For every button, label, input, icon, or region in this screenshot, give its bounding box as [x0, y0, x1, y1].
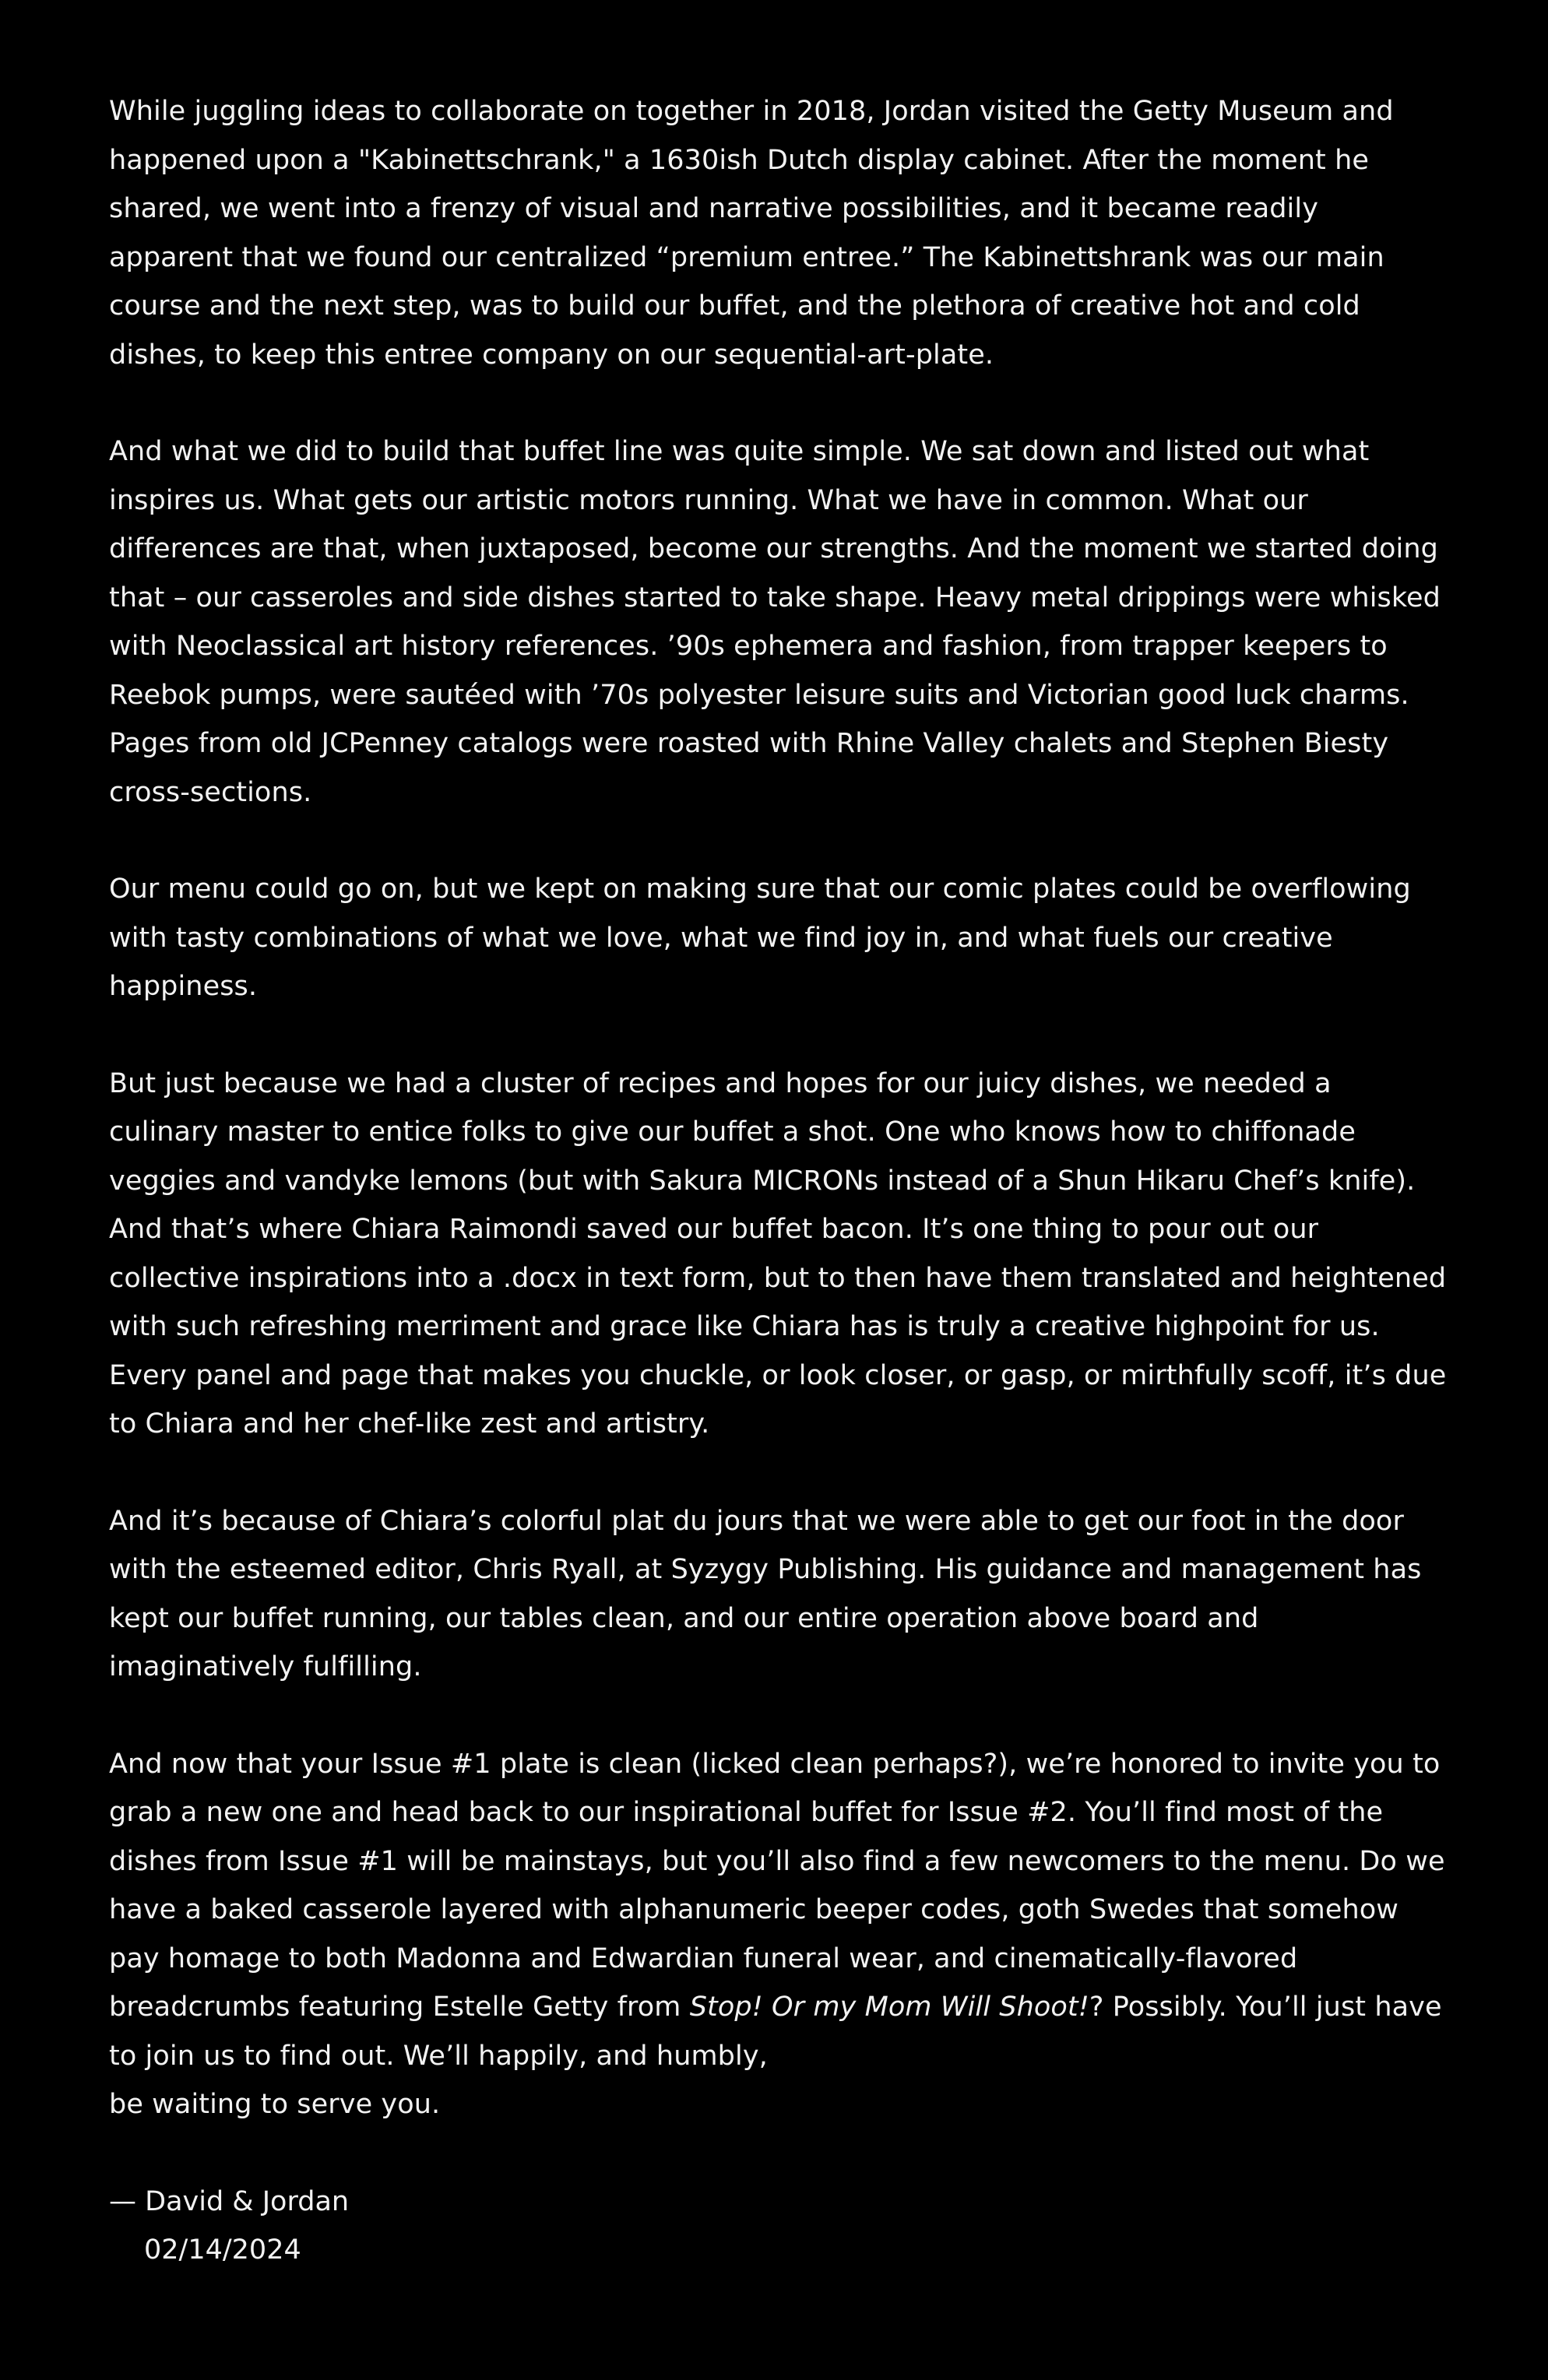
closing-text-part2: ? Possibly. You’ll just have to join us to find out. We’ll happily, and humbly,	[109, 1992, 1442, 2072]
paragraph-3: Our menu could go on, but we kept on making sure that our comic plates could be overflowing with tasty combinations of what we love, what we find joy in, and what fuels our creative happiness.	[109, 874, 1411, 1002]
paragraph-4: But just because we had a cluster of recipes and hopes for our juicy dishes, we needed a culinary master to entice folks to give our buffet a shot. One who knows how to chiffonade veggies and vandyke lemons (but with Sakura MICRONs instead of a Shun Hikaru Chef’s knife). And that’s where Chiara Raimondi saved our buffet bacon. It’s one thing to pour out our collective inspirations into a .docx in text form, but to then have them translated and heightened with such refreshing merriment and grace like Chiara has is truly a creative highpoint for us. Every panel and page that makes you chuckle, or look closer, or gasp, or mirthfully scoff, it’s due to Chiara and her chef-like zest and artistry.	[109, 1067, 1447, 1440]
paragraph-1: While juggling ideas to collaborate on together in 2018, Jordan visited the Getty Museum and happened upon a "Kabinettschrank," a 1630ish Dutch display cabinet. After the moment he shared, we went into a frenzy of visual and narrative possibilities, and it became readily apparent that we found our centralized “premium entree.” The Kabinettshrank was our main course and the next step, was to build our buffet, and the plethora of creative hot and cold dishes, to keep this entree company on our sequential-art-plate.	[109, 96, 1394, 371]
signature-date: 02/14/2024	[144, 2234, 301, 2266]
closing-text-part1: And now that your Issue #1 plate is clean (licked clean perhaps?), we’re honored to invite you to grab a new one and head back to our inspirational buffet for Issue #2. You’ll find most of the dishes from Issue #1 will be mainstays, but you’ll also find a few newcomers to the menu. Do we have a baked casserole layered with alphanumeric beeper codes, goth Swedes that somehow pay homage to both Madonna and Edwardian funeral wear, and cinematically-flavored breadcrumbs featuring Estelle Getty from	[109, 1748, 1445, 2023]
signature-block	[109, 2178, 1448, 2275]
film-title: Stop! Or my Mom Will Shoot!	[689, 1992, 1089, 2023]
signature-name: — David & Jordan	[109, 2185, 350, 2217]
paragraph-6	[109, 1740, 1448, 2129]
letter-body	[109, 87, 1448, 2275]
paragraph-5: And it’s because of Chiara’s colorful plat du jours that we were able to get our foot in the door with the esteemed editor, Chris Ryall, at Syzygy Publishing. His guidance and management has kept our buffet running, our tables clean, and our entire operation above board and imaginatively fulfilling.	[109, 1505, 1422, 1682]
closing-text-part3: be waiting to serve you.	[109, 2089, 441, 2120]
paragraph-2: And what we did to build that buffet line was quite simple. We sat down and listed out what inspires us. What gets our artistic motors running. What we have in common. What our differences are that, when juxtaposed, become our strengths. And the moment we started doing that – our casseroles and side dishes started to take shape. Heavy metal drippings were whisked with Neoclassical art history references. ’90s ephemera and fashion, from trapper keepers to Reebok pumps, were sautéed with ’70s polyester leisure suits and Victorian good luck charms. Pages from old JCPenney catalogs were roasted with Rhine Valley chalets and Stephen Biesty cross-sections.	[109, 436, 1441, 808]
